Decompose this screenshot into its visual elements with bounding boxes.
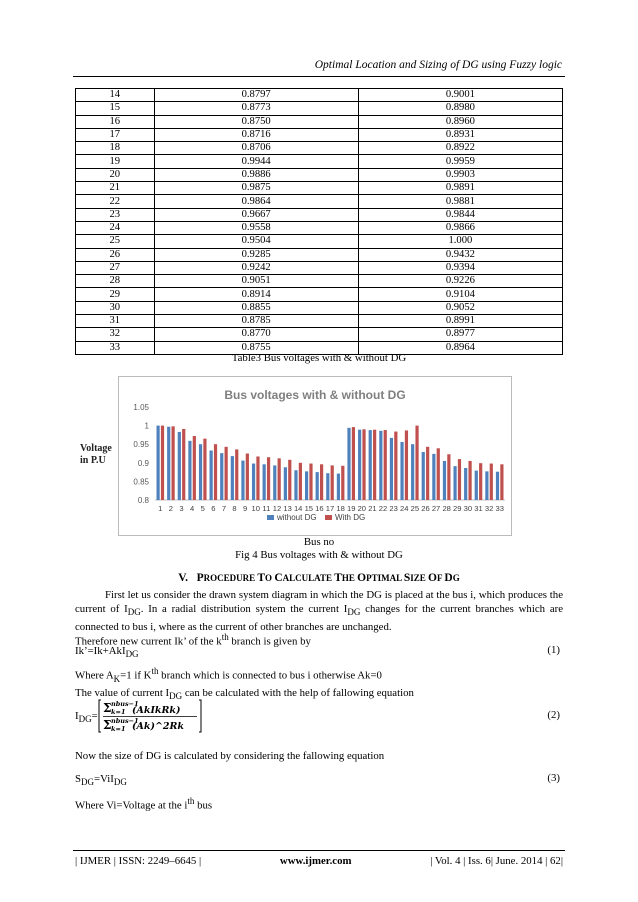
y-axis-label-line1: Voltage [80,443,112,454]
bus-voltage-table [75,88,563,355]
cell-bus: 23 [76,208,155,221]
cell-bus: 28 [76,275,155,288]
cell-bus: 17 [76,128,155,141]
footer [75,855,563,867]
sup: th [187,796,195,806]
bar-without-dg [263,464,266,500]
bar-with-dg [415,426,418,500]
cell-with-dg: 0.8977 [358,328,562,341]
table-row [76,288,563,301]
cell-without-dg: 0.9864 [154,195,358,208]
title-rest: O [265,573,275,583]
x-tick-label: 18 [336,504,345,513]
bar-without-dg [390,438,393,500]
paragraph-size: Now the size of DG is calculated by considering the fallowing equation [75,750,385,762]
cell-with-dg: 0.9891 [358,182,562,195]
cell-without-dg: 0.8770 [154,328,358,341]
cell-with-dg: 0.9959 [358,155,562,168]
cell-with-dg: 1.000 [358,235,562,248]
x-tick-label: 25 [410,504,420,513]
sub: DG [169,691,183,702]
bar-with-dg [182,429,185,500]
bar-without-dg [210,451,213,500]
bar-without-dg [475,471,478,500]
cell-without-dg: 0.8755 [154,341,358,354]
x-tick-label: 12 [272,504,282,513]
cell-with-dg: 0.8960 [358,115,562,128]
num-sum: Σ [103,701,112,715]
bar-with-dg [214,444,217,500]
cell-with-dg: 0.9866 [358,221,562,234]
x-tick-label: 28 [442,504,451,513]
table-row [76,128,563,141]
bar-with-dg [341,466,344,500]
title-initial: S [403,572,411,584]
x-tick-label: 10 [251,504,260,513]
den-top: nbus−1 [111,717,139,725]
y-axis-label-line2: in P.U [80,455,106,466]
cell-with-dg: 0.9001 [358,89,562,102]
cell-bus: 32 [76,328,155,341]
bar-without-dg [284,467,287,500]
cell-without-dg: 0.9875 [154,182,358,195]
cell-without-dg: 0.9285 [154,248,358,261]
bar-with-dg [331,465,334,500]
bar-without-dg [432,454,435,500]
equation-3-number: (3) [547,772,560,784]
table-row [76,315,563,328]
cell-with-dg: 0.9432 [358,248,562,261]
num-expr: (AkIkRk) [132,705,181,716]
y-tick-label: 0.8 [137,496,149,505]
cell-without-dg: 0.8706 [154,142,358,155]
table-row [76,102,563,115]
bar-with-dg [373,430,376,500]
bar-without-dg [241,461,244,500]
bar-with-dg [405,430,408,500]
text: can be calculated with the help of fallowing equation [182,687,414,699]
den-expr: (Ak)^2Rk [132,721,184,732]
bar-without-dg [252,464,255,500]
y-tick-label: 0.9 [137,458,149,468]
footer-rule [73,850,565,851]
den-sum: Σ [103,718,112,732]
cell-without-dg: 0.8716 [154,128,358,141]
table-row [76,221,563,234]
bar-without-dg [337,474,340,500]
cell-with-dg: 0.9881 [358,195,562,208]
text: = [91,710,98,722]
bar-without-dg [485,471,488,500]
text: Where Vi=Voltage at the i [75,799,188,812]
x-tick-label: 21 [368,504,377,513]
cell-bus: 22 [76,195,155,208]
equation-2-number: (2) [547,709,560,721]
x-tick-label: 6 [211,504,216,513]
text: changes for the current branches which are connected to bus i, where as the current of other branches are unchanged. [75,603,564,633]
bar-with-dg [172,426,175,500]
cell-with-dg: 0.8980 [358,102,562,115]
title-rest: HE [341,573,358,583]
cell-without-dg: 0.9558 [154,221,358,234]
table-row [76,142,563,155]
bar-without-dg [231,456,234,500]
legend-label-with-dg: With DG [335,513,366,522]
x-tick-label: 2 [168,504,174,513]
title-initial: P [196,572,204,584]
bar-with-dg [352,427,355,500]
table-caption: Table3 Bus voltages with & without DG [231,352,407,364]
title-initial: O [428,572,437,584]
title-initial: T [257,572,266,584]
sub: DG [81,777,95,788]
cell-with-dg: 0.8991 [358,315,562,328]
x-tick-label: 3 [179,504,184,513]
cell-without-dg: 0.8914 [154,288,358,301]
table-row [76,115,563,128]
footer-volume: | Vol. 4 | Iss. 6| June. 2014 | 62| [430,855,563,867]
bar-with-dg [490,464,493,500]
section-number: V. [178,572,188,584]
cell-bus: 25 [76,235,155,248]
cell-with-dg: 0.9844 [358,208,562,221]
cell-bus: 24 [76,221,155,234]
table-row [76,301,563,314]
y-axis-label [80,443,112,467]
sup: th [151,666,159,676]
cell-without-dg: 0.8785 [154,315,358,328]
cell-bus: 31 [76,315,155,328]
x-tick-label: 30 [463,504,473,513]
bar-with-dg [256,456,259,500]
x-tick-label: 31 [474,504,483,513]
cell-with-dg: 0.8964 [358,341,562,354]
equation-1-number: (1) [547,644,560,656]
sub: DG [127,607,141,618]
bar-with-dg [500,464,503,500]
bar-with-dg [235,449,238,500]
bar-without-dg [273,465,276,500]
cell-bus: 29 [76,288,155,301]
bar-without-dg [464,468,467,500]
bar-with-dg [278,458,281,500]
x-tick-label: 33 [495,504,504,513]
chart-title: Bus voltages with & without DG [224,388,406,402]
x-tick-label: 22 [378,504,388,513]
text: branch which is connected to bus i otherwise Ak=0 [158,669,382,682]
table-row [76,89,563,102]
text: Ik’=Ik+AkI [75,645,126,657]
bar-with-dg [299,463,302,500]
x-tick-label: 13 [283,504,292,513]
table-row [76,182,563,195]
bar-with-dg [193,436,196,500]
cell-without-dg: 0.8750 [154,115,358,128]
cell-bus: 16 [76,115,155,128]
sub: DG [78,714,92,725]
x-tick-label: 20 [357,504,367,513]
table-row [76,195,563,208]
num-top: nbus−1 [111,700,139,708]
x-tick-label: 9 [243,504,248,513]
cell-bus: 18 [76,142,155,155]
bar-with-dg [384,430,387,500]
bar-without-dg [188,441,191,500]
where-vi [75,794,563,813]
cell-bus: 15 [76,102,155,115]
title-rest: G [452,573,460,583]
bar-without-dg [326,473,329,500]
cell-without-dg: 0.9051 [154,275,358,288]
cell-with-dg: 0.8931 [358,128,562,141]
equation-2-formula [98,699,202,733]
bar-without-dg [294,470,297,500]
title-rest: IZE [410,573,429,583]
table-row [76,168,563,181]
cell-bus: 33 [76,341,155,354]
y-tick-label: 1.05 [133,403,149,412]
chart-svg [119,377,511,535]
cell-without-dg: 0.9944 [154,155,358,168]
x-tick-label: 26 [421,504,430,513]
cell-with-dg: 0.9903 [358,168,562,181]
bar-without-dg [347,428,350,500]
cell-bus: 26 [76,248,155,261]
cell-without-dg: 0.9667 [154,208,358,221]
header-rule [73,76,565,77]
text: =1 if K [120,669,152,682]
text: bus [194,799,213,812]
x-tick-label: 4 [190,504,195,513]
title-rest: F [437,573,445,583]
footer-journal: | IJMER | ISSN: 2249–6645 | [75,855,202,867]
title-initial: C [274,572,283,584]
den-bot: k=1 [111,725,126,733]
bar-with-dg [458,459,461,500]
text: . In a radial distribution system the current I [140,603,348,616]
bar-without-dg [167,427,170,500]
bar-with-dg [426,447,429,500]
bar-without-dg [316,472,319,500]
title-initial: T [334,572,342,584]
legend-swatch-with-dg [325,515,332,520]
bar-without-dg [157,426,160,500]
bar-without-dg [220,453,223,500]
x-tick-label: 19 [346,504,356,513]
num-bot: k=1 [111,708,126,716]
table-row [76,208,563,221]
x-tick-label: 14 [293,504,303,513]
text: The value of current I [75,687,170,699]
section-heading [0,572,638,584]
title-rest: PTIMAL [366,573,404,583]
bar-with-dg [447,454,450,500]
x-tick-label: 8 [232,504,237,513]
x-tick-label: 32 [484,504,494,513]
x-tick-label: 16 [315,504,324,513]
bar-with-dg [362,429,365,500]
running-header: Optimal Location and Sizing of DG using Fuzzy logic [314,59,562,71]
sup: th [221,632,229,642]
legend-label-without-dg: without DG [277,513,317,522]
where-ak [75,664,563,686]
cell-with-dg: 0.9052 [358,301,562,314]
text: Therefore new current Ik’ of the k [75,635,222,648]
x-tick-label: 24 [400,504,409,513]
bar-with-dg [394,432,397,500]
cell-bus: 27 [76,261,155,274]
text: S [75,773,82,785]
table-row [76,328,563,341]
cell-bus: 14 [76,89,155,102]
bar-without-dg [199,444,202,500]
bar-without-dg [496,472,499,500]
bar-without-dg [178,432,181,500]
x-tick-label: 7 [221,504,227,513]
bus-voltage-chart [118,376,512,536]
bar-without-dg [400,442,403,500]
bar-with-dg [267,457,270,500]
bar-without-dg [422,452,425,500]
cell-bus: 21 [76,182,155,195]
legend-swatch-without-dg [267,515,274,520]
text: First let us consider the drawn system diagram in which the DG is placed at the bus i, which produces the current of I [75,589,563,616]
cell-with-dg: 0.9104 [358,288,562,301]
figure-caption: Fig 4 Bus voltages with & without DG [235,549,403,561]
cell-without-dg: 0.8773 [154,102,358,115]
title-rest: ROCEDURE [203,573,258,583]
bar-with-dg [246,454,249,501]
y-tick-label: 1 [144,421,149,431]
x-axis-label: Bus no [303,536,335,548]
bar-with-dg [309,464,312,500]
cell-without-dg: 0.9504 [154,235,358,248]
bar-without-dg [305,471,308,500]
x-tick-label: 23 [389,504,398,513]
text: =ViI [94,773,114,785]
cell-without-dg: 0.8855 [154,301,358,314]
cell-bus: 19 [76,155,155,168]
bar-without-dg [358,430,361,500]
x-tick-label: 29 [453,504,462,513]
x-tick-label: 5 [200,504,205,513]
bar-with-dg [288,460,291,500]
table-row [76,235,563,248]
x-tick-label: 27 [431,504,441,513]
bar-without-dg [411,444,414,500]
table-row [76,155,563,168]
bar-without-dg [453,466,456,500]
cell-bus: 30 [76,301,155,314]
cell-without-dg: 0.8797 [154,89,358,102]
section-title [197,572,460,584]
cell-without-dg: 0.9242 [154,261,358,274]
bar-with-dg [479,463,482,500]
bar-with-dg [468,461,471,500]
bar-without-dg [379,431,382,500]
text: Where A [75,669,114,682]
cell-with-dg: 0.9226 [358,275,562,288]
sub: DG [347,607,361,618]
table-row [76,248,563,261]
bar-with-dg [161,426,164,500]
table-row [76,261,563,274]
paragraph-intro [75,588,563,634]
bar-with-dg [203,439,206,500]
text: I [75,710,79,722]
title-rest: ALCULATE [282,573,335,583]
cell-with-dg: 0.9394 [358,261,562,274]
bar-with-dg [437,448,440,500]
x-tick-label: 1 [158,504,163,513]
bar-without-dg [443,461,446,500]
x-tick-label: 15 [304,504,314,513]
title-initial: D [444,572,453,584]
equation-1 [75,644,563,661]
footer-website-link[interactable]: www.ijmer.com [279,855,352,867]
equation-3 [75,772,563,789]
sub: DG [113,777,127,788]
text: branch is given by [228,635,311,648]
sub: DG [125,649,139,660]
cell-without-dg: 0.9886 [154,168,358,181]
cell-bus: 20 [76,168,155,181]
table-row [76,275,563,288]
bar-without-dg [369,430,372,500]
bar-with-dg [225,447,228,500]
bar-with-dg [320,464,323,500]
cell-with-dg: 0.8922 [358,142,562,155]
x-tick-label: 17 [325,504,335,513]
y-tick-label: 0.95 [133,440,149,450]
y-tick-label: 0.85 [133,477,149,487]
title-initial: O [357,572,367,584]
sub: K [113,673,121,684]
x-tick-label: 11 [262,504,271,513]
